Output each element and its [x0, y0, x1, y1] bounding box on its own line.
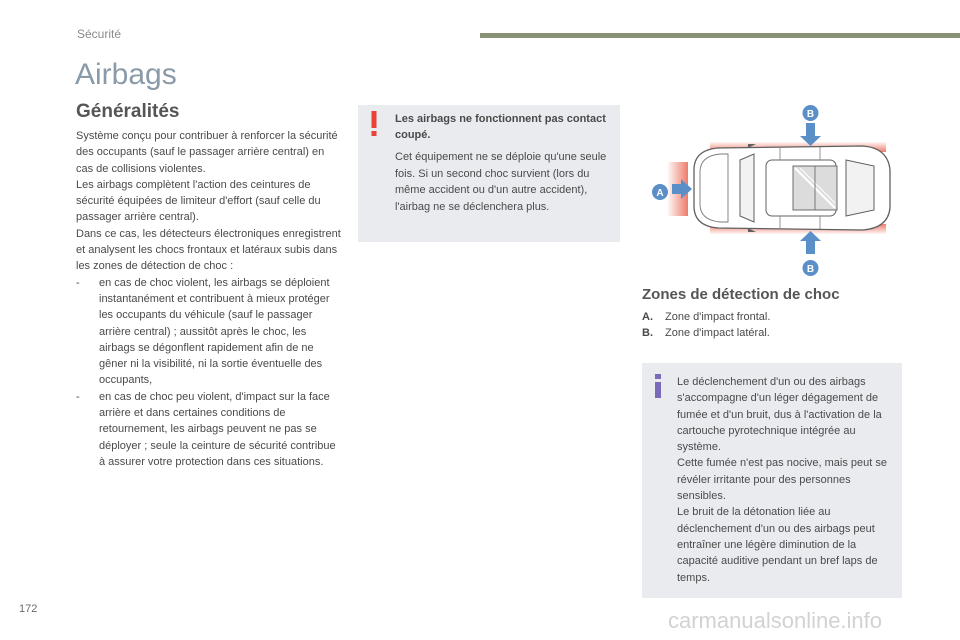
bullet-text: en cas de choc violent, les airbags se déploient instantanément et contribuent à mieux protéger les occupants du véhicule (sauf le passager arrière central) ; aussitôt après le choc, les airbags se dégonflent rapidement afin de ne gêner ni la visibilité, ni la sortie éventuelle des occupants,	[99, 276, 330, 387]
zone-text: Zone d'impact latéral.	[665, 327, 770, 339]
section-label: Sécurité	[77, 27, 122, 41]
car-windshield	[740, 154, 754, 222]
zone-b-top-badge	[803, 105, 819, 121]
car-diagram	[648, 100, 898, 280]
info-text	[677, 374, 899, 586]
warning-title: Les airbags ne fonctionnent pas contact coupé.	[395, 113, 606, 141]
exclamation-icon	[369, 111, 379, 137]
page-title: Airbags	[75, 58, 177, 91]
car-sunroof	[793, 166, 837, 210]
zone-a-badge	[652, 184, 668, 200]
car-diagram-svg	[648, 100, 898, 280]
zone-item	[642, 309, 770, 325]
zone-text: Zone d'impact frontal.	[665, 311, 771, 323]
generalites-paragraph: Dans ce cas, les détecteurs électroniques enregistrent et analysent les chocs frontaux et latéraux subis dans les zones de détection de choc :	[76, 227, 341, 273]
zones-list	[642, 309, 770, 341]
arrow-side-bottom	[800, 231, 821, 254]
zone-b-bottom-badge	[803, 260, 819, 276]
car-rear-window	[846, 160, 874, 216]
bullet-item	[76, 275, 341, 389]
info-box	[642, 363, 902, 598]
zone-a-label: A	[656, 188, 664, 199]
zone-b-top-label: B	[806, 109, 815, 120]
zone-key: A.	[642, 311, 653, 323]
zone-item	[642, 325, 770, 341]
warning-box	[358, 105, 620, 242]
header-bar	[480, 33, 960, 38]
generalites-paragraph: Système conçu pour contribuer à renforcer la sécurité des occupants (sauf le passager arrière central) en cas de collisions violentes.	[76, 130, 338, 175]
zones-heading: Zones de détection de choc	[642, 286, 840, 303]
watermark: carmanualsonline.info	[668, 608, 883, 633]
bullet-item	[76, 389, 341, 470]
warning-text: Cet équipement ne se déploie qu'une seule fois. Si un second choc survient (lors du même accident ou d'un autre accident), l'airbag ne se déclenchera plus.	[395, 151, 607, 213]
zone-b-bottom-label: B	[806, 264, 815, 275]
bullet-dash: -	[76, 390, 80, 403]
bullet-text: en cas de choc peu violent, d'impact sur la face arrière et dans certaines conditions de retournement, les airbags peuvent ne pas se déployer ; seule la ceinture de sécurité contribue à assurer votre protection dans ces situations.	[99, 390, 336, 468]
info-paragraph: Le bruit de la détonation liée au déclenchement d'un ou des airbags peut entraîner une légère diminution de la capacité auditive pendant un bref laps de temps.	[677, 506, 878, 584]
zone-key: B.	[642, 327, 653, 339]
generalites-heading: Généralités	[76, 101, 180, 122]
info-paragraph: Le déclenchement d'un ou des airbags s'accompagne d'un léger dégagement de fumée et d'un bruit, dus à l'activation de la cartouche pyrotechnique intégrée au système.	[677, 376, 882, 454]
info-icon	[654, 374, 662, 398]
generalites-paragraph: Les airbags complètent l'action des ceintures de sécurité équipées de limiteur d'effort (sauf celle du passager arrière central).	[76, 178, 321, 224]
page-number: 172	[19, 603, 38, 615]
generalites-body	[76, 128, 341, 470]
info-paragraph: Cette fumée n'est pas nocive, mais peut se révéler irritante pour des personnes sensibles.	[677, 457, 887, 503]
bullet-dash: -	[76, 276, 80, 289]
